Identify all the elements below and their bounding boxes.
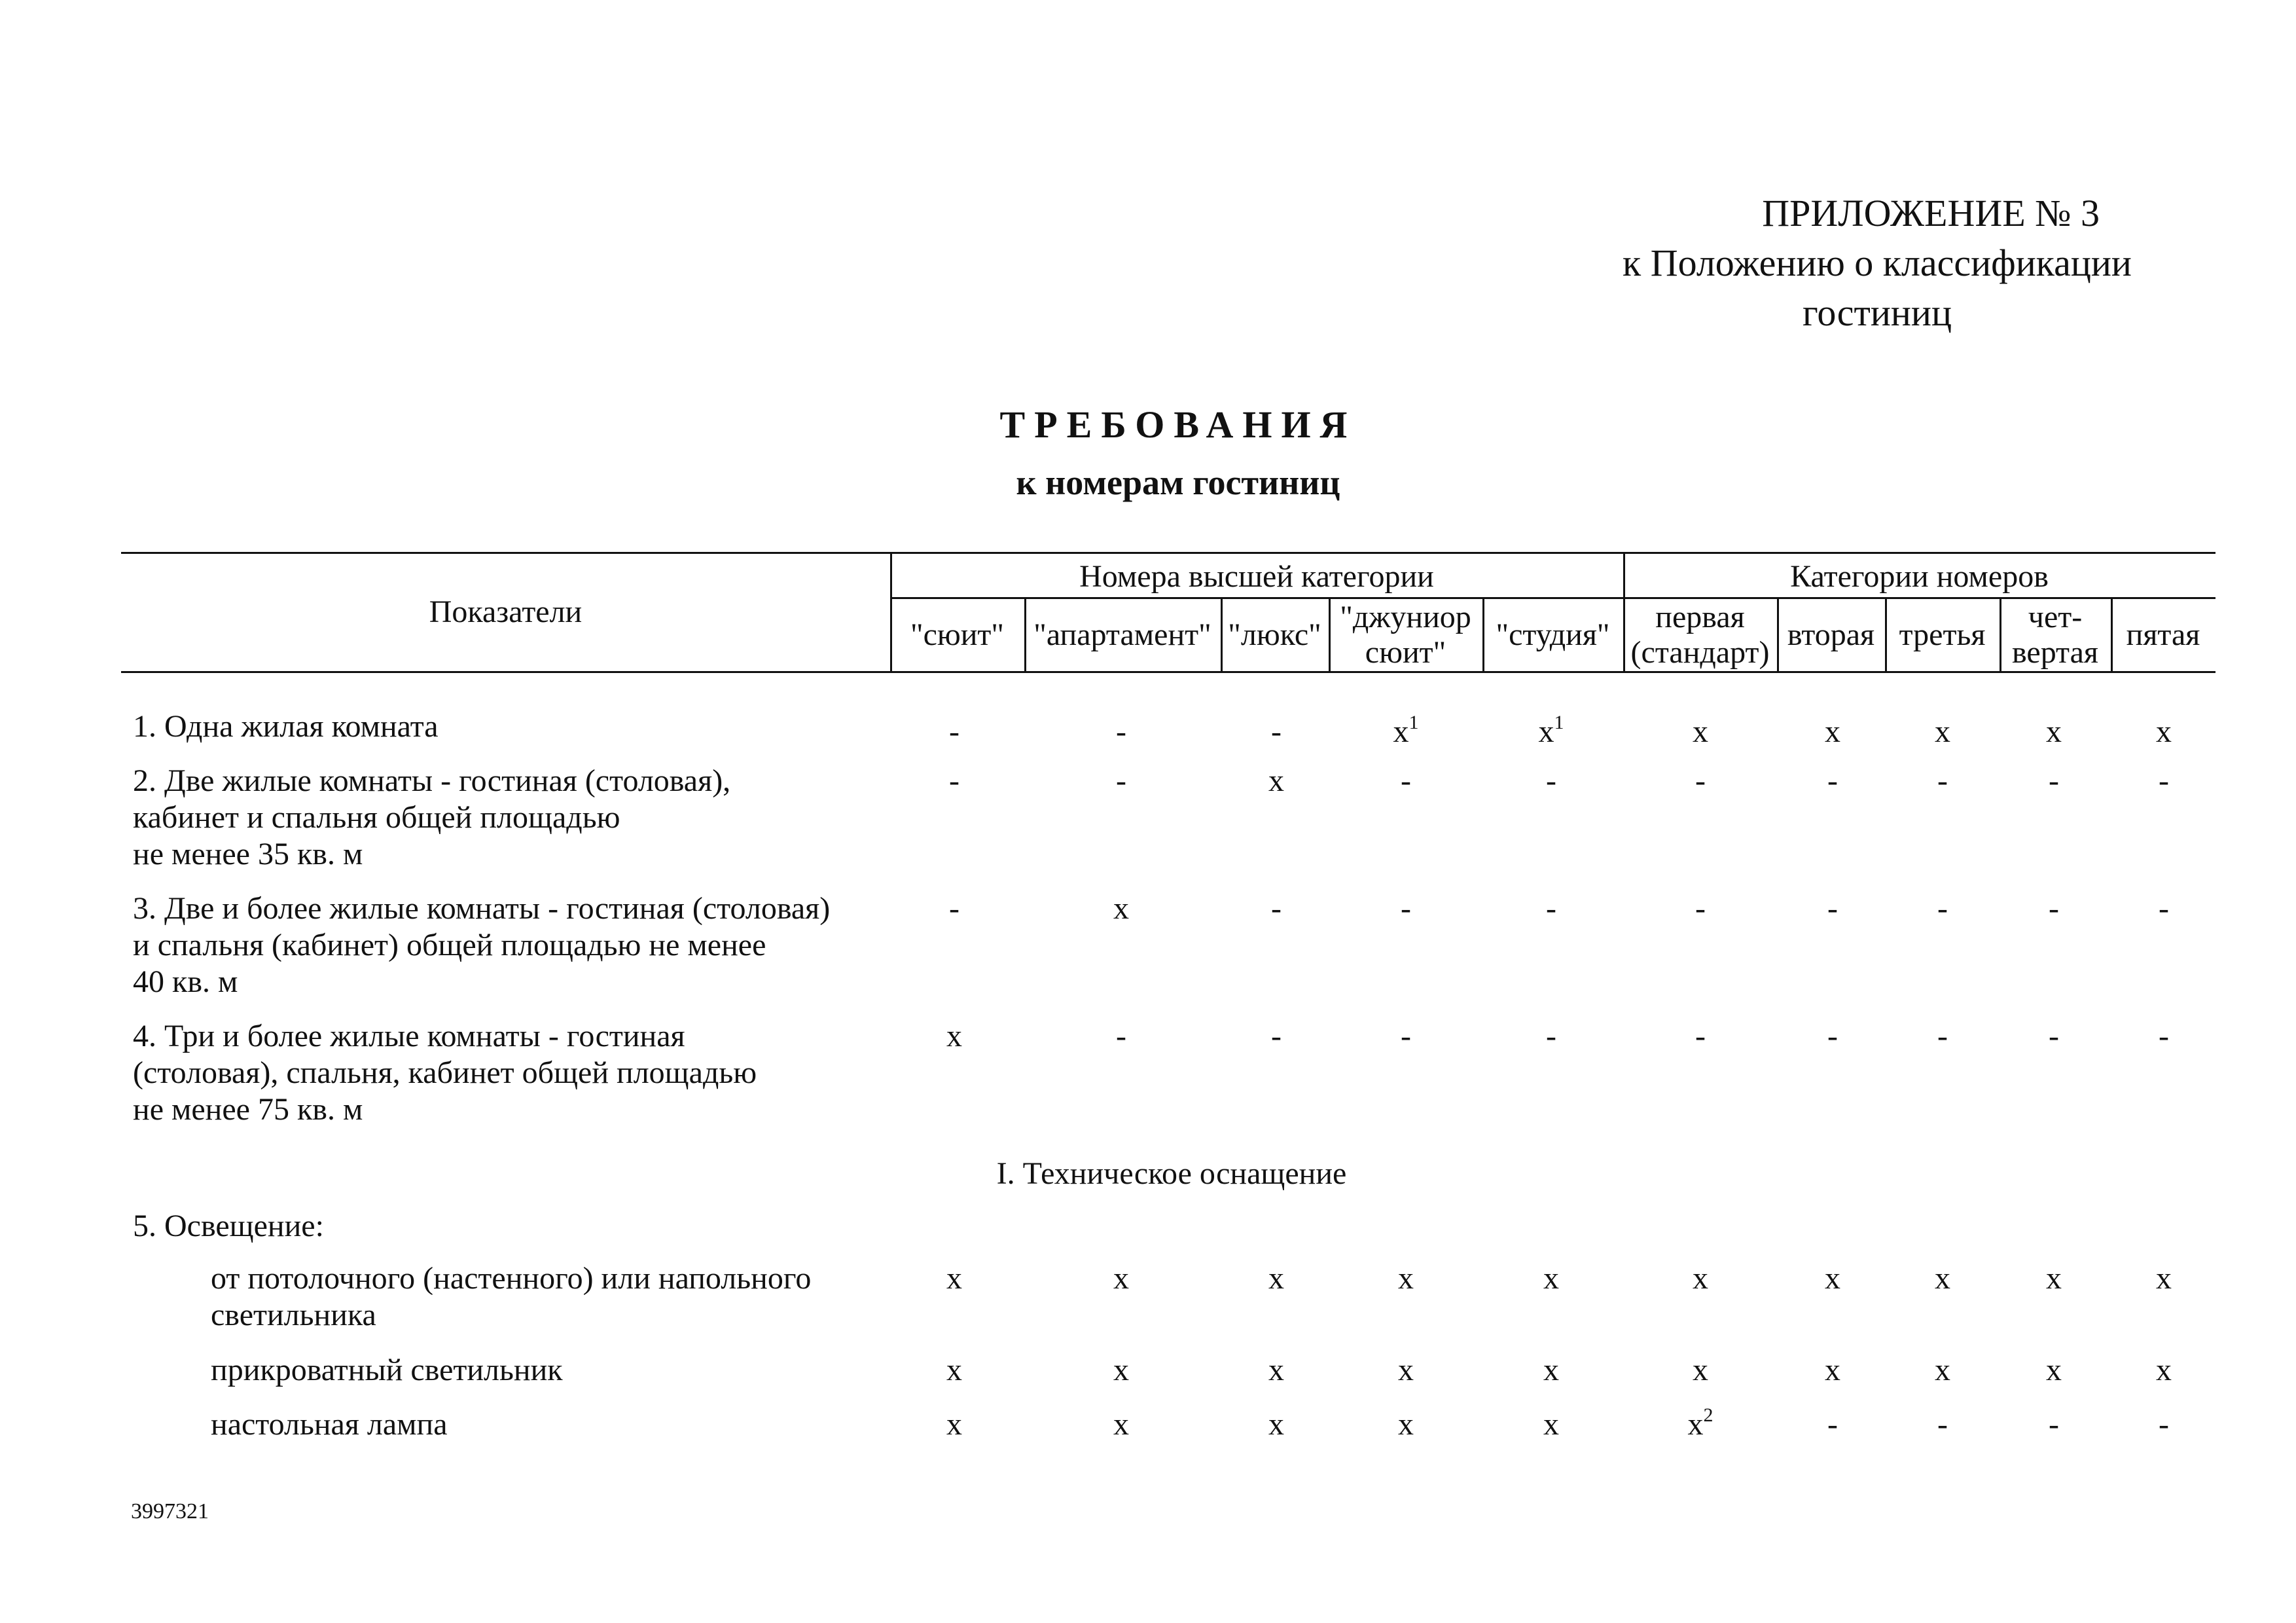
mark-value: x bbox=[1398, 1353, 1414, 1387]
mark-value: - bbox=[1116, 763, 1126, 798]
row-mark bbox=[2028, 1406, 2080, 1443]
row-mark bbox=[1806, 763, 1859, 799]
row-mark bbox=[928, 1260, 980, 1297]
document-subtitle: к номерам гостиниц bbox=[1016, 463, 1340, 502]
mark-value: - bbox=[2049, 891, 2059, 926]
appendix-reference-cont: гостиниц bbox=[1802, 291, 1952, 334]
footnote-marker: 1 bbox=[1408, 712, 1419, 733]
row-mark bbox=[1380, 1352, 1432, 1389]
row-mark bbox=[1380, 890, 1432, 927]
row-mark bbox=[2028, 763, 2080, 799]
row-label bbox=[211, 1260, 811, 1334]
row-mark bbox=[1380, 1406, 1432, 1443]
row-mark bbox=[1916, 890, 1969, 927]
footnote-marker: 1 bbox=[1554, 712, 1564, 733]
footnote-marker: 2 bbox=[1703, 1404, 1713, 1426]
mark-value: x bbox=[1543, 1353, 1559, 1387]
mark-value: x bbox=[2156, 1261, 2172, 1296]
mark-value: x bbox=[946, 1019, 962, 1053]
row-mark bbox=[1095, 1018, 1147, 1055]
mark-value: x bbox=[2046, 1353, 2062, 1387]
mark-value: - bbox=[949, 714, 960, 749]
group-highest-header: Номера высшей категории bbox=[1079, 559, 1434, 594]
mark-value: x bbox=[1268, 1261, 1284, 1296]
row-mark bbox=[2138, 1406, 2190, 1443]
row-label bbox=[133, 708, 439, 745]
mark-value: - bbox=[1546, 763, 1556, 798]
row-label-line: не менее 35 кв. м bbox=[133, 837, 363, 871]
column-header bbox=[1777, 601, 1885, 669]
mark-value: x bbox=[1398, 1407, 1414, 1442]
mark-value: x bbox=[1538, 714, 1554, 749]
document-title: ТРЕБОВАНИЯ bbox=[999, 403, 1357, 446]
row-mark bbox=[1916, 1260, 1969, 1297]
mark-value: x bbox=[1113, 1261, 1129, 1296]
row-label-line: 1. Одна жилая комната bbox=[133, 709, 439, 744]
row-mark bbox=[1674, 1352, 1727, 1389]
mark-value: - bbox=[1116, 714, 1126, 749]
header-bottom-rule bbox=[121, 671, 2215, 673]
row-label-line: 4. Три и более жилые комнаты - гостиная bbox=[133, 1019, 685, 1053]
header-top-rule bbox=[121, 552, 2215, 554]
mark-value: x bbox=[2156, 714, 2172, 749]
mark-value: x bbox=[1693, 1261, 1708, 1296]
mark-value: x bbox=[1398, 1261, 1414, 1296]
column-header-line: "люкс" bbox=[1228, 617, 1321, 652]
row-mark bbox=[2138, 1018, 2190, 1055]
column-header-line: сюит" bbox=[1365, 635, 1446, 670]
column-divider bbox=[1885, 597, 1887, 671]
column-header bbox=[1885, 601, 2000, 669]
mark-value: x bbox=[1393, 714, 1409, 749]
row-mark bbox=[1525, 1352, 1577, 1389]
column-divider bbox=[1777, 597, 1779, 671]
column-header bbox=[2000, 601, 2111, 669]
row-mark bbox=[1525, 763, 1577, 799]
row-mark bbox=[2138, 763, 2190, 799]
mark-value: x bbox=[2156, 1353, 2172, 1387]
mark-value: x bbox=[1693, 714, 1708, 749]
mark-value: - bbox=[949, 891, 960, 926]
row-mark bbox=[1095, 714, 1147, 750]
mark-value: - bbox=[1695, 1019, 1706, 1053]
mark-value: - bbox=[1546, 891, 1556, 926]
column-divider bbox=[1623, 552, 1625, 671]
mark-value: - bbox=[2159, 763, 2169, 798]
mark-value: x bbox=[1543, 1407, 1559, 1442]
mark-value: x bbox=[1268, 1353, 1284, 1387]
row-mark bbox=[2138, 890, 2190, 927]
row-mark bbox=[1250, 890, 1302, 927]
row-mark bbox=[1525, 1018, 1577, 1055]
row-mark bbox=[928, 1352, 980, 1389]
row-mark bbox=[1806, 1352, 1859, 1389]
row-mark bbox=[1916, 1018, 1969, 1055]
mark-value: - bbox=[2049, 1407, 2059, 1442]
column-header-line: третья bbox=[1899, 617, 1986, 652]
column-header-line: вертая bbox=[2012, 635, 2098, 670]
mark-value: - bbox=[1401, 891, 1411, 926]
row-label-line: кабинет и спальня общей площадью bbox=[133, 800, 620, 835]
row-mark bbox=[1916, 714, 1969, 750]
row-mark bbox=[1250, 763, 1302, 799]
column-header bbox=[2111, 601, 2215, 669]
mark-value: - bbox=[1271, 1019, 1282, 1053]
column-divider bbox=[890, 552, 892, 671]
column-header bbox=[890, 601, 1024, 669]
mark-value: - bbox=[2159, 1019, 2169, 1053]
row-mark bbox=[928, 763, 980, 799]
row-label-line: 40 кв. м bbox=[133, 964, 238, 999]
mark-value: x bbox=[1693, 1353, 1708, 1387]
column-header bbox=[1623, 601, 1777, 669]
row-label bbox=[133, 1018, 757, 1128]
mark-value: - bbox=[1827, 763, 1838, 798]
column-header bbox=[1221, 601, 1329, 669]
mark-value: x bbox=[946, 1407, 962, 1442]
column-header-line: "студия" bbox=[1496, 617, 1610, 652]
row-label bbox=[133, 890, 830, 1000]
row-mark bbox=[1916, 1406, 1969, 1443]
row-label-line: от потолочного (настенного) или напольного bbox=[211, 1261, 812, 1296]
mark-value: x bbox=[1268, 1407, 1284, 1442]
mark-value: x bbox=[946, 1261, 962, 1296]
mark-value: - bbox=[1271, 714, 1282, 749]
mark-value: - bbox=[1937, 1019, 1948, 1053]
row-mark bbox=[2028, 714, 2080, 750]
row-label-line: не менее 75 кв. м bbox=[133, 1092, 363, 1127]
row-mark bbox=[1916, 763, 1969, 799]
mark-value: - bbox=[1116, 1019, 1126, 1053]
appendix-reference: к Положению о классификации bbox=[1623, 242, 2132, 284]
column-divider bbox=[1024, 597, 1026, 671]
mark-value: x bbox=[1935, 1261, 1950, 1296]
group-categories-header: Категории номеров bbox=[1790, 559, 2049, 594]
row-mark bbox=[1095, 763, 1147, 799]
mark-value: - bbox=[1827, 891, 1838, 926]
mark-value: - bbox=[1937, 1407, 1948, 1442]
column-divider bbox=[2111, 597, 2113, 671]
mark-value: - bbox=[949, 763, 960, 798]
column-header-line: "сюит" bbox=[910, 617, 1004, 652]
row-mark bbox=[1806, 714, 1859, 750]
row-mark bbox=[1525, 890, 1577, 927]
row-mark bbox=[1674, 1406, 1727, 1443]
mark-value: - bbox=[1401, 763, 1411, 798]
column-header-line: "джуниор bbox=[1340, 600, 1471, 634]
row-label-line: (столовая), спальня, кабинет общей площадью bbox=[133, 1055, 757, 1090]
document-number: 3997321 bbox=[131, 1499, 209, 1523]
row-mark bbox=[1806, 1018, 1859, 1055]
row-mark bbox=[1525, 714, 1577, 750]
row-mark bbox=[1250, 1260, 1302, 1297]
row-label-line: светильника bbox=[211, 1298, 376, 1332]
mark-value: - bbox=[1937, 763, 1948, 798]
mark-value: - bbox=[1271, 891, 1282, 926]
row-label-line: 2. Две жилые комнаты - гостиная (столовая), bbox=[133, 763, 731, 798]
column-divider bbox=[2000, 597, 2001, 671]
column-header-line: (стандарт) bbox=[1630, 635, 1770, 670]
mark-value: x bbox=[1113, 1353, 1129, 1387]
row-mark bbox=[1674, 714, 1727, 750]
mark-value: x bbox=[2046, 714, 2062, 749]
row-mark bbox=[1095, 1352, 1147, 1389]
mark-value: x bbox=[2046, 1261, 2062, 1296]
section-title: I. Техническое оснащение bbox=[996, 1156, 1347, 1191]
column-header bbox=[1329, 601, 1482, 669]
row-mark bbox=[2138, 1260, 2190, 1297]
column-header-line: "апартамент" bbox=[1033, 617, 1211, 652]
indicator-header: Показатели bbox=[429, 594, 583, 629]
mark-value: x bbox=[946, 1353, 962, 1387]
row-mark bbox=[1095, 890, 1147, 927]
mark-value: - bbox=[1695, 763, 1706, 798]
row-mark bbox=[2138, 1352, 2190, 1389]
row-mark bbox=[928, 890, 980, 927]
row-label bbox=[211, 1352, 563, 1389]
mark-value: x bbox=[1825, 1353, 1840, 1387]
mark-value: x bbox=[1113, 891, 1129, 926]
row-label-line: настольная лампа bbox=[211, 1407, 448, 1442]
row-mark bbox=[928, 1406, 980, 1443]
row-mark bbox=[1674, 763, 1727, 799]
row-mark bbox=[1806, 1406, 1859, 1443]
row-mark bbox=[1525, 1260, 1577, 1297]
row-label bbox=[133, 763, 730, 873]
row-mark bbox=[1380, 763, 1432, 799]
mark-value: - bbox=[1827, 1019, 1838, 1053]
column-header bbox=[1024, 601, 1221, 669]
mark-value: x bbox=[1825, 1261, 1840, 1296]
row-mark bbox=[2028, 890, 2080, 927]
row-mark bbox=[1380, 714, 1432, 750]
row-mark bbox=[2028, 1260, 2080, 1297]
mark-value: x bbox=[1825, 714, 1840, 749]
row-label-line: и спальня (кабинет) общей площадью не менее bbox=[133, 928, 766, 962]
mark-value: - bbox=[1401, 1019, 1411, 1053]
column-divider bbox=[1482, 597, 1484, 671]
row-mark bbox=[1250, 1406, 1302, 1443]
row-mark bbox=[1806, 1260, 1859, 1297]
mark-value: - bbox=[1546, 1019, 1556, 1053]
row-mark bbox=[1095, 1260, 1147, 1297]
row-mark bbox=[2028, 1018, 2080, 1055]
row-mark bbox=[928, 1018, 980, 1055]
row-mark bbox=[1380, 1018, 1432, 1055]
header-group-rule bbox=[890, 597, 2215, 599]
mark-value: - bbox=[1695, 891, 1706, 926]
column-header bbox=[1482, 601, 1623, 669]
mark-value: - bbox=[2159, 891, 2169, 926]
mark-value: x bbox=[1543, 1261, 1559, 1296]
mark-value: - bbox=[1827, 1407, 1838, 1442]
section-item-label: 5. Освещение: bbox=[133, 1209, 324, 1243]
column-header-line: чет- bbox=[2028, 600, 2083, 634]
column-divider bbox=[1329, 597, 1331, 671]
row-mark bbox=[1674, 1018, 1727, 1055]
row-mark bbox=[2138, 714, 2190, 750]
row-mark bbox=[1674, 890, 1727, 927]
row-label bbox=[211, 1406, 448, 1443]
appendix-block bbox=[1583, 189, 2172, 338]
row-mark bbox=[1250, 1018, 1302, 1055]
row-mark bbox=[1250, 1352, 1302, 1389]
column-divider bbox=[1221, 597, 1223, 671]
column-header-line: вторая bbox=[1787, 617, 1875, 652]
appendix-number: ПРИЛОЖЕНИЕ № 3 bbox=[1762, 192, 2100, 234]
mark-value: x bbox=[1113, 1407, 1129, 1442]
row-mark bbox=[1525, 1406, 1577, 1443]
mark-value: x bbox=[1935, 1353, 1950, 1387]
mark-value: x bbox=[1687, 1407, 1704, 1442]
row-mark bbox=[1806, 890, 1859, 927]
row-mark bbox=[928, 714, 980, 750]
mark-value: - bbox=[2049, 763, 2059, 798]
column-header-line: первая bbox=[1655, 600, 1745, 634]
row-mark bbox=[2028, 1352, 2080, 1389]
mark-value: - bbox=[2159, 1407, 2169, 1442]
mark-value: - bbox=[2049, 1019, 2059, 1053]
column-header-line: пятая bbox=[2126, 617, 2200, 652]
mark-value: x bbox=[1268, 763, 1284, 798]
row-label-line: прикроватный светильник bbox=[211, 1353, 563, 1387]
row-mark bbox=[1916, 1352, 1969, 1389]
row-mark bbox=[1380, 1260, 1432, 1297]
mark-value: - bbox=[1937, 891, 1948, 926]
mark-value: x bbox=[1935, 714, 1950, 749]
row-mark bbox=[1674, 1260, 1727, 1297]
row-mark bbox=[1095, 1406, 1147, 1443]
row-label-line: 3. Две и более жилые комнаты - гостиная (столовая) bbox=[133, 891, 831, 926]
row-mark bbox=[1250, 714, 1302, 750]
